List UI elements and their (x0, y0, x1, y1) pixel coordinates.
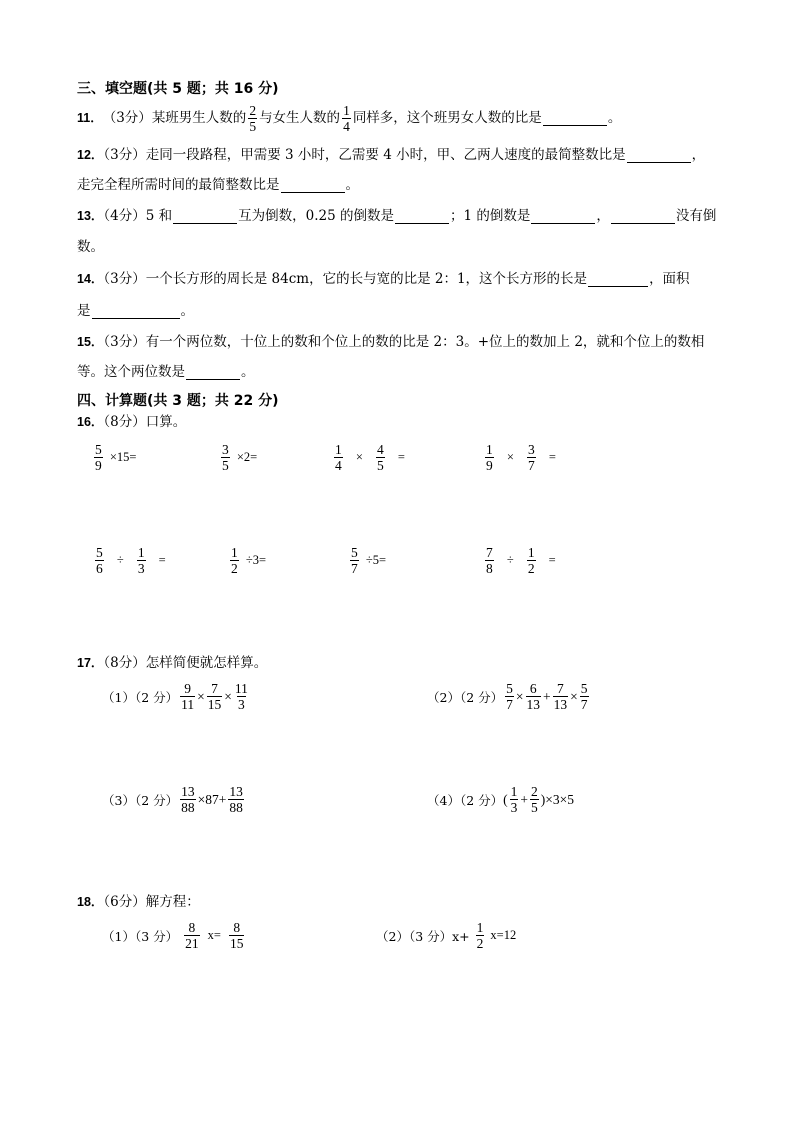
punctuation: ， (691, 147, 706, 163)
part-label: （3）（2 分） (102, 792, 179, 808)
fraction: $\frac{2}{5}$ (249, 102, 257, 134)
question-number: 17． (77, 656, 104, 670)
fraction: $\frac{5}{7}$ (351, 545, 358, 576)
question-17-part-1 (102, 681, 251, 712)
question-14-line-2 (77, 303, 194, 319)
question-number: 12． (77, 148, 104, 162)
fraction: $\frac{11}{3}$ (234, 681, 248, 712)
oral-calc-item (219, 442, 257, 473)
part-label: （2）（2 分） (427, 689, 504, 705)
question-17-part-4 (427, 784, 574, 815)
expression-text: x=12 (490, 928, 517, 942)
answer-blank[interactable] (611, 209, 675, 224)
paren-open: ( (503, 791, 508, 807)
punctuation: 。 (241, 364, 255, 380)
operator: ÷ (506, 553, 514, 567)
operator: + (543, 688, 551, 704)
fraction: $\frac{7}{8}$ (486, 545, 493, 576)
expression-text: ÷5= (365, 553, 387, 567)
question-text: 没有倒 (675, 208, 717, 224)
question-text: 同样多，这个班男女人数的比是 (352, 110, 542, 126)
fraction: $\frac{8}{21}$ (185, 920, 199, 951)
answer-blank[interactable] (627, 148, 691, 163)
section-heading-fill-blank: 三、填空题(共 5 题；共 16 分) (77, 81, 279, 97)
expression-text: ÷3= (245, 553, 267, 567)
question-score: （3分） (103, 147, 146, 163)
question-17-part-2 (427, 681, 591, 712)
question-score: （8分） (103, 414, 146, 430)
expression-text: x= (207, 928, 221, 942)
oral-calc-item (483, 442, 556, 473)
operator: × (570, 688, 578, 704)
fraction: $\frac{1}{3}$ (137, 545, 145, 576)
operator: × (197, 688, 205, 704)
fraction: $\frac{6}{13}$ (526, 681, 541, 712)
question-text: 有一个两位数，十位上的数和个位上的数的比是 2：3。+位上的数加上 2，就和个位上的数相 (145, 334, 705, 350)
oral-calc-item (483, 545, 556, 576)
expression-text: ×2= (236, 450, 258, 464)
punctuation: 。 (180, 303, 194, 319)
fraction: $\frac{2}{5}$ (531, 784, 538, 815)
question-text: 等。这个两位数是 (77, 364, 185, 380)
section-heading-calc: 四、计算题(共 3 题；共 22 分) (77, 393, 279, 409)
question-text: 互为倒数，0.25 的倒数是 (238, 208, 394, 224)
question-number: 15． (77, 335, 104, 349)
part-label: （1）（3 分） (102, 928, 179, 944)
answer-blank[interactable] (543, 111, 607, 126)
question-12-line-1 (77, 147, 705, 163)
question-number: 14． (77, 272, 104, 286)
answer-blank[interactable] (186, 365, 240, 380)
question-text: 解方程： (145, 894, 200, 910)
part-label: （4）（2 分） (427, 792, 504, 808)
fraction: $\frac{1}{4}$ (335, 442, 342, 473)
fraction: $\frac{1}{2}$ (476, 920, 484, 951)
question-17-heading (77, 655, 267, 671)
fraction: $\frac{5}{6}$ (96, 545, 103, 576)
fraction: $\frac{13}{88}$ (229, 784, 243, 815)
expression-text: ×87+ (197, 791, 227, 807)
answer-blank[interactable] (395, 209, 449, 224)
question-text: ，面积 (649, 271, 690, 287)
question-text: 口算。 (145, 414, 187, 430)
fraction: $\frac{13}{88}$ (181, 784, 195, 815)
equals-sign: = (548, 450, 556, 464)
question-text: 一个长方形的周长是 84cm，它的长与宽的比是 2：1，这个长方形的长是 (145, 271, 588, 287)
fraction: $\frac{9}{11}$ (181, 681, 195, 712)
question-15-line-2 (77, 364, 255, 380)
question-score: （3分） (103, 334, 146, 350)
question-text: ；1 的倒数是 (450, 208, 531, 224)
oral-calc-item (92, 442, 136, 473)
question-text: 某班男生人数的 (151, 110, 247, 126)
fraction: $\frac{3}{7}$ (528, 442, 535, 473)
answer-blank[interactable] (588, 272, 648, 287)
question-text: 与女生人数的 (259, 110, 341, 126)
answer-blank[interactable] (173, 209, 237, 224)
oral-calc-item (348, 545, 386, 576)
question-text: 数。 (77, 239, 104, 255)
part-label: （1）（2 分） (102, 689, 179, 705)
fraction: $\frac{5}{9}$ (95, 442, 102, 473)
question-score: （8分） (103, 655, 146, 671)
fraction: $\frac{1}{3}$ (510, 784, 518, 815)
fraction: $\frac{5}{7}$ (580, 681, 588, 712)
question-13-line-2 (77, 239, 104, 255)
operator: × (506, 450, 514, 464)
equals-sign: = (548, 553, 556, 567)
question-score: （3分） (103, 271, 146, 287)
question-18-heading (77, 894, 200, 910)
question-16-heading (77, 414, 186, 430)
fraction: $\frac{1}{2}$ (231, 545, 238, 576)
question-score: （3分） (102, 110, 152, 126)
question-score: （6分） (103, 894, 146, 910)
question-15-line-1 (77, 334, 704, 350)
equals-sign: = (158, 553, 166, 567)
question-number: 13． (77, 209, 104, 223)
operator: × (515, 688, 524, 704)
operator: ÷ (116, 553, 124, 567)
question-11 (77, 100, 621, 136)
punctuation: 。 (607, 110, 622, 126)
operator: × (355, 450, 363, 464)
expression-text: )×3×5 (540, 791, 574, 807)
answer-blank[interactable] (531, 209, 595, 224)
question-18-part-1 (102, 920, 246, 951)
answer-blank[interactable] (92, 304, 180, 319)
question-text: 5 和 (145, 208, 173, 224)
question-number: 18． (77, 895, 104, 909)
question-text: 走同一段路程，甲需要 3 小时，乙需要 4 小时，甲、乙两人速度的最简整数比是 (145, 147, 626, 163)
oral-calc-item (228, 545, 266, 576)
question-text: 走完全程所需时间的最简整数比是 (77, 177, 280, 193)
fraction: $\frac{3}{5}$ (222, 442, 229, 473)
fraction: $\frac{4}{5}$ (377, 442, 384, 473)
fraction: $\frac{1}{9}$ (486, 442, 493, 473)
question-12-line-2 (77, 177, 359, 193)
expression-text: ×15= (109, 450, 137, 464)
operator: × (224, 688, 232, 704)
part-label: （2）（3 分）x+ (376, 928, 470, 944)
oral-calc-item (332, 442, 405, 473)
question-text: 怎样简便就怎样算。 (145, 655, 268, 671)
fraction: $\frac{1}{2}$ (527, 545, 535, 576)
question-14-line-1 (77, 271, 690, 287)
operator: + (520, 791, 529, 807)
equals-sign: = (397, 450, 405, 464)
punctuation: ， (596, 208, 610, 224)
oral-calc-item (93, 545, 166, 576)
fraction: $\frac{5}{7}$ (506, 681, 513, 712)
question-18-part-2 (376, 920, 516, 951)
question-number: 16． (77, 415, 104, 429)
question-score: （4分） (103, 208, 146, 224)
question-number: 11． (77, 111, 103, 125)
fraction: $\frac{1}{4}$ (343, 102, 350, 134)
question-text: 是 (77, 303, 91, 319)
question-13-line-1 (77, 208, 716, 224)
question-17-part-3 (102, 784, 246, 815)
fraction: $\frac{7}{15}$ (207, 681, 222, 712)
answer-blank[interactable] (281, 178, 345, 193)
fraction: $\frac{8}{15}$ (229, 920, 244, 951)
fraction: $\frac{7}{13}$ (553, 681, 568, 712)
punctuation: 。 (345, 177, 359, 193)
